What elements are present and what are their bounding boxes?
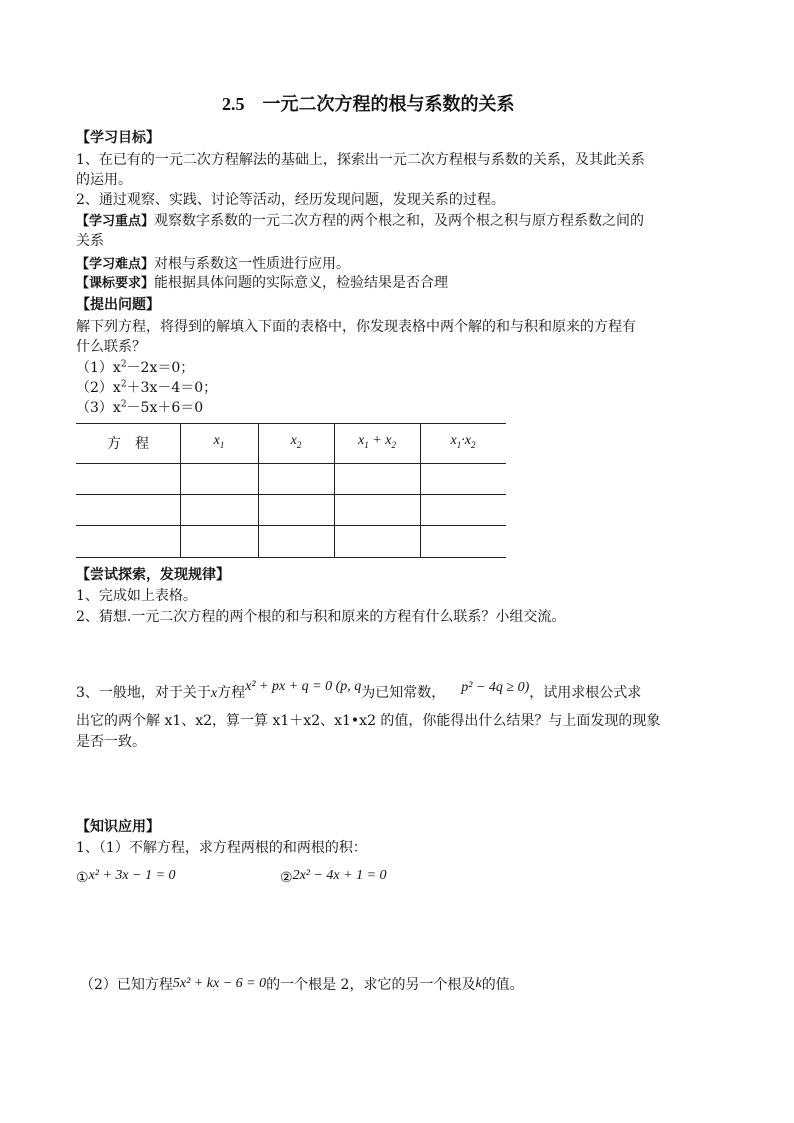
circled-one: ① xyxy=(76,870,89,886)
header-sub: 2 xyxy=(391,439,396,450)
table-header-equation xyxy=(76,433,180,453)
eq3-exponent: 2 xyxy=(120,399,127,410)
eq2-prefix: （2）x xyxy=(76,380,121,396)
q2-text-c: 的值。 xyxy=(481,977,524,993)
table-header-product xyxy=(420,433,506,449)
section-number: 2.5 xyxy=(222,94,245,114)
apply-q2 xyxy=(80,975,524,996)
eq2-exponent: 2 xyxy=(120,379,127,390)
eq1-suffix: －2x＝0； xyxy=(126,360,195,376)
problem-intro-a: 解下列方程，将得到的解填入下面的表格中，你发现表格中两个解的和与积和原来的方程有 xyxy=(76,319,636,335)
header-x: x xyxy=(450,433,457,448)
table-header-x2 xyxy=(258,433,334,449)
item3-text-c: 为已知常数， xyxy=(361,685,446,701)
q2-text-b: 的一个根是 2，求它的另一个根及 xyxy=(266,977,476,993)
requirement-line xyxy=(76,273,448,294)
focus-line-b: 关系 xyxy=(76,233,104,249)
goals-line-1b: 的运用。 xyxy=(76,172,132,188)
table-header-sum xyxy=(334,433,420,449)
table-rule xyxy=(76,423,506,424)
item3-condition: p² − 4q ≥ 0) xyxy=(461,680,530,695)
title-text: 一元二次方程的根与系数的关系 xyxy=(262,94,515,114)
header-sub: 1 xyxy=(364,439,369,450)
equation-3 xyxy=(76,398,203,418)
header-equation-label: 方 程 xyxy=(107,436,149,452)
focus-text: 观察数字系数的一元二次方程的两个根之和，及两个根之积与原方程系数之间的 xyxy=(154,213,645,229)
explore-item-2: 2、猜想.一元二次方程的两个根的和与积和原来的方程有什么联系？小组交流。 xyxy=(76,609,566,625)
requirement-text: 能根据具体问题的实际意义，检验结果是否合理 xyxy=(154,275,449,291)
page-title xyxy=(222,90,515,116)
explore-item-3-line-2: 出它的两个解 x1、x2，算一算 x1＋x2、x1•x2 的值，你能得出什么结果？与上面发现的现象 xyxy=(76,713,661,729)
header-extra: ·x xyxy=(461,433,471,448)
table-rule xyxy=(76,525,506,526)
focus-heading: 【学习重点】 xyxy=(76,214,155,229)
item3-text-a: 3、一般地，对于关于 xyxy=(76,685,211,701)
eq3-prefix: （3）x xyxy=(76,400,121,416)
table-rule xyxy=(76,494,506,495)
explore-heading: 【尝试探索，发现规律】 xyxy=(76,567,230,583)
focus-line-a xyxy=(76,211,644,232)
problem-intro-b: 什么联系？ xyxy=(76,339,146,355)
circled-two: ② xyxy=(280,870,293,886)
explore-item-3-line-3: 是否一致。 xyxy=(76,734,146,750)
item3-equation: x² + px + q = 0 (p, q xyxy=(245,679,362,694)
q1-equation-a: x² + 3x − 1 = 0 xyxy=(88,868,176,883)
q2-equation: 5x² + kx − 6 = 0 xyxy=(172,976,267,991)
header-x: x xyxy=(358,433,365,448)
table-header-x1 xyxy=(180,433,258,449)
header-sub: 2 xyxy=(470,439,476,450)
equation-2 xyxy=(76,378,217,398)
eq2-suffix: ＋3x－4＝0； xyxy=(126,380,218,396)
goals-line-1a: 1、在已有的一元二次方程解法的基础上，探索出一元二次方程根与系数的关系，及其此关系 xyxy=(76,152,645,168)
difficulty-line xyxy=(76,254,350,275)
equation-1 xyxy=(76,358,194,378)
apply-heading: 【知识应用】 xyxy=(76,819,160,835)
goals-heading: 【学习目标】 xyxy=(76,130,160,146)
q1-equation-b: 2x² − 4x + 1 = 0 xyxy=(292,868,387,883)
requirement-heading: 【课标要求】 xyxy=(76,276,155,291)
problem-heading: 【提出问题】 xyxy=(76,297,160,313)
apply-q1-a xyxy=(76,868,176,889)
item3-variable: x xyxy=(210,686,218,701)
table-rule xyxy=(76,463,506,464)
difficulty-heading: 【学习难点】 xyxy=(76,257,155,272)
eq1-prefix: （1）x xyxy=(76,360,121,376)
header-x: x xyxy=(290,433,297,448)
apply-q1-b xyxy=(280,868,387,889)
q2-text-a: （2）已知方程 xyxy=(80,977,173,993)
difficulty-text: 对根与系数这一性质进行应用。 xyxy=(154,256,351,272)
item3-text-d: ，试用求根公式求 xyxy=(529,685,642,701)
eq1-exponent: 2 xyxy=(120,359,127,370)
apply-q1: 1、（1）不解方程，求方程两根的和两根的积： xyxy=(76,840,367,856)
header-sub: 2 xyxy=(296,439,302,450)
roots-table xyxy=(76,423,506,558)
eq3-suffix: －5x＋6＝0 xyxy=(126,400,204,416)
item3-text-b: 方程 xyxy=(217,685,246,701)
goals-line-2: 2、通过观察、实践、讨论等活动，经历发现问题，发现关系的过程。 xyxy=(76,192,505,208)
header-extra: + x xyxy=(368,433,392,448)
q2-variable-k: k xyxy=(475,976,482,991)
header-sub: 1 xyxy=(456,439,462,450)
header-x: x xyxy=(213,433,220,448)
table-rule xyxy=(76,557,506,558)
explore-item-1: 1、完成如上表格。 xyxy=(76,588,197,604)
explore-item-3-line-1 xyxy=(76,679,642,704)
header-sub: 1 xyxy=(219,439,225,450)
